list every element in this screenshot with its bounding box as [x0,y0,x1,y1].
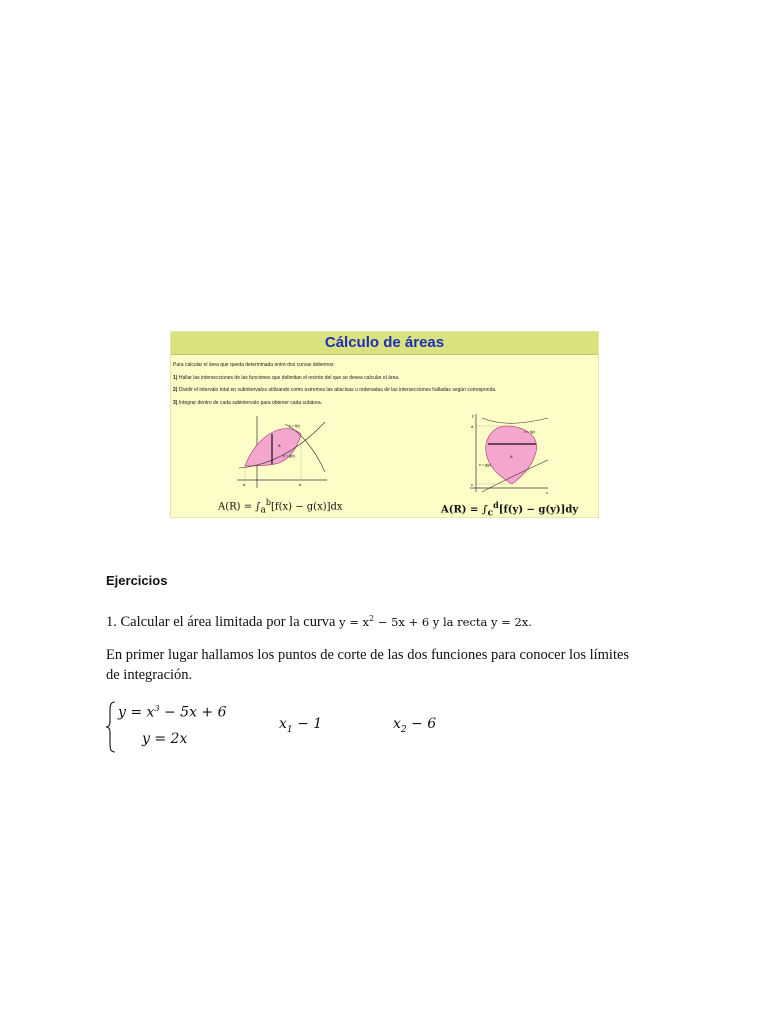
formula-body: [f(x) − g(x)]dx [271,501,343,513]
step-number: 1) [173,375,178,381]
brace-icon [104,700,118,754]
exercise-mid: y la recta [429,614,492,629]
line-equation: y = 2x [491,614,529,629]
formula-dx [218,498,343,515]
g-label: y = g(x) [283,454,295,458]
f-label: y = f(x) [289,424,300,428]
exercise-lead: 1. Calcular el área limitada por la curva [106,613,340,630]
region-label: A [278,443,281,448]
paragraph-line-2: de integración. [106,667,193,683]
formula-upper: b [265,498,271,507]
x-axis-label: x [546,491,548,495]
region-label: A [510,454,513,459]
step-number: 3) [173,400,178,406]
formula-lhs: A(R) = ∫ [218,501,261,513]
y-axis-label: y [472,414,474,418]
root-var: x [279,716,287,732]
figure-step-2 [173,387,497,393]
root-var: x [393,716,401,732]
eq1-rest: − 5x + 6 [159,704,227,721]
root-1 [279,716,322,735]
root-rest: − 6 [406,716,437,732]
section-heading: Ejercicios [106,573,168,588]
formula-lower: c [487,508,494,518]
eq1-base: y = x [118,704,155,721]
exercise-end: . [528,614,532,629]
formula-body: [f(y) − g(y)]dy [498,504,579,516]
a-label: a [243,482,246,487]
d-label: d [471,424,474,429]
system-equation-1 [118,704,227,721]
root-rest: − 1 [292,716,323,732]
root-sub: 1 [286,724,293,735]
curve-base: y = x [339,614,370,629]
figure-title-bar [171,332,598,355]
figure-intro: Para calcular el área que queda determinada entre dos curvas debemos: [173,362,335,368]
exercise-1 [106,609,532,632]
step-text: Integrar dentro de cada subintervalo para obtener cada subárea. [178,400,322,406]
graph-dy [466,412,551,498]
figure-step-1 [173,375,400,381]
root-2 [393,716,436,735]
curve-rest: − 5x + 6 [374,614,430,629]
curve-top [482,418,548,423]
formula-lower: a [260,505,266,516]
system-equation-2: y = 2x [142,731,188,747]
areas-figure [170,331,599,518]
step-text: Dividir el intervalo total en subintervalos utilizando como extremos las abscisas u ordenadas de las intersecciones halladas según corresponda. [178,387,497,393]
formula-dy [441,500,578,518]
step-number: 2) [173,387,178,393]
figure-title: Cálculo de áreas [324,334,445,351]
b-label: b [299,482,302,487]
formula-upper: d [493,500,499,510]
curve-exponent: 2 [369,614,375,623]
c-label: c [471,482,473,487]
f-label: x = f(y) [524,430,535,434]
figure-step-3 [173,400,322,406]
g-label: x = g(y) [479,463,491,467]
equation-system [104,700,244,754]
formula-lhs: A(R) = ∫ [441,504,488,516]
root-sub: 2 [400,724,407,735]
eq1-exponent: 3 [154,704,160,713]
curve-equation [339,615,429,629]
step-text: Hallar las intersecciones de las funciones que delimitan el recinto del que se desea calcular el área. [178,375,400,381]
paragraph-line-1: En primer lugar hallamos los puntos de corte de las dos funciones para conocer los límites [106,647,630,663]
graph-dx [235,414,330,494]
region-a [245,429,301,466]
